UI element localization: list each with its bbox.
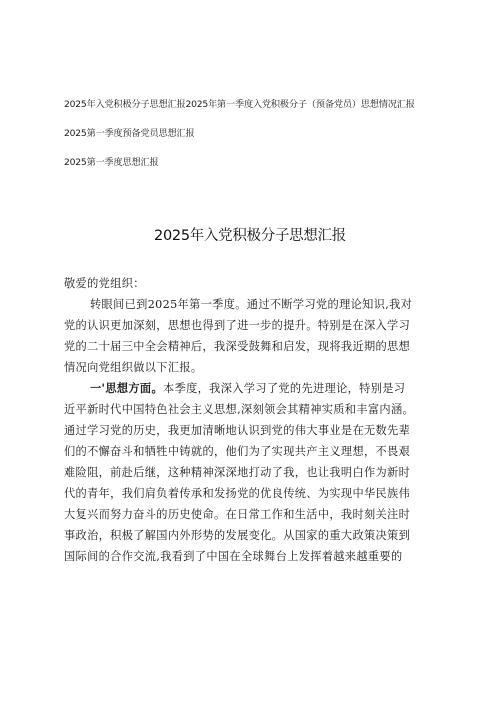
paragraph-1-line-1: 转眼间已到2025年第一季度。通过不断学习党的理论知识,我对: [90, 298, 413, 311]
salutation: 敬爱的党组织：: [64, 277, 145, 290]
section-1-line-2: 近平新时代中国特色社会主义思想,深刻领会其精神实质和丰富内涵。: [64, 403, 415, 416]
section-1-first-line: [90, 380, 405, 398]
section-1-line-7: 大复兴而努力奋斗的历史使命。在日常工作和生活中，我时刻关注时: [64, 508, 411, 521]
section-1-heading: 一'思想方面。: [90, 382, 164, 395]
related-title-1: 2025年入党积极分子思想汇报2025年第一季度入党积极分子（预备党员）思想情况汇报: [64, 99, 415, 110]
section-1-line-5: 难险阻，前赴后继，这种精神深深地打动了我，也让我明白作为新时: [64, 466, 411, 479]
section-1-first-line-text: 本季度，我深入学习了党的先进理论，特别是习: [163, 382, 406, 395]
paragraph-1-line-3: 党的二十届三中全会精神后，我深受鼓舞和启发，现将我近期的思想: [64, 340, 411, 353]
paragraph-1-line-4: 情况向党组织做以下汇报。: [64, 361, 203, 374]
section-1-line-3: 通过学习党的历史，我更加清晰地认识到党的伟大事业是在无数先辈: [64, 424, 411, 437]
section-1-line-8: 事政治，积极了解国内外形势的发展变化。从国家的重大政策决策到: [64, 529, 411, 542]
section-1-line-9: 国际间的合作交流,我看到了中国在全球舞台上发挥着越来越重要的: [64, 550, 403, 563]
related-title-2: 2025第一季度预备党员思想汇报: [64, 128, 195, 139]
related-title-3: 2025第一季度思想汇报: [64, 157, 159, 168]
paragraph-1-line-2: 党的认识更加深刻，思想也得到了进一步的提升。特别是在深入学习: [64, 319, 411, 332]
document-title: 2025年入党积极分子思想汇报: [154, 228, 346, 244]
section-1-line-4: 们的不懈奋斗和牺牲中铸就的，他们为了实现共产主义理想，不畏艰: [64, 445, 411, 458]
section-1-line-6: 代的青年，我们肩负着传承和发扬党的优良传统、为实现中华民族伟: [64, 487, 411, 500]
